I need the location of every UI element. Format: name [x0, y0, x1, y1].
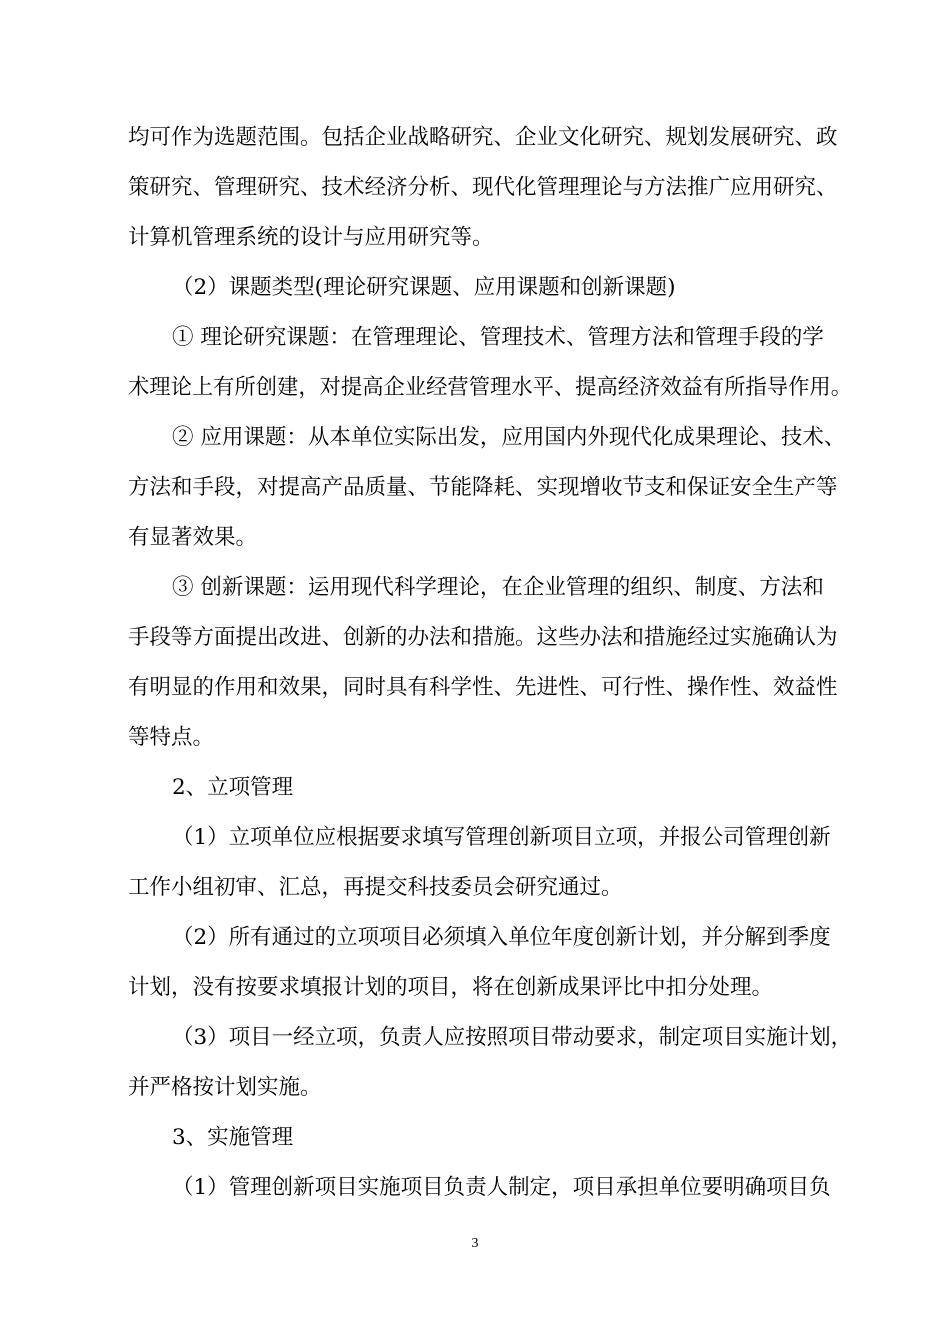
text-line: 有明显的作用和效果，同时具有科学性、先进性、可行性、操作性、效益性	[128, 675, 838, 700]
text-line: 方法和手段，对提高产品质量、节能降耗、实现增收节支和保证安全生产等	[128, 475, 838, 500]
text-line: 并严格按计划实施。	[128, 1075, 322, 1100]
text-line: ① 理论研究课题：在管理理论、管理技术、管理方法和管理手段的学	[172, 325, 824, 350]
text-line: ③ 创新课题：运用现代科学理论，在企业管理的组织、制度、方法和	[172, 575, 824, 600]
subsection-heading: （2）课题类型(理论研究课题、应用课题和创新课题)	[172, 275, 676, 300]
page-number: 3	[471, 1236, 479, 1251]
text-line: （1）管理创新项目实施项目负责人制定，项目承担单位要明确项目负	[172, 1175, 831, 1200]
text-line: （1）立项单位应根据要求填写管理创新项目立项，并报公司管理创新	[172, 825, 831, 850]
section-heading: 2、立项管理	[172, 775, 294, 800]
text-line: 术理论上有所创建，对提高企业经营管理水平、提高经济效益有所指导作用。	[128, 375, 852, 400]
text-line: ② 应用课题：从本单位实际出发，应用国内外现代化成果理论、技术、	[172, 425, 846, 450]
section-heading: 3、实施管理	[172, 1125, 294, 1150]
text-line: 工作小组初审、汇总，再提交科技委员会研究通过。	[128, 875, 623, 900]
text-line: 等特点。	[128, 725, 215, 750]
text-line: 手段等方面提出改进、创新的办法和措施。这些办法和措施经过实施确认为	[128, 625, 838, 650]
text-line: （3）项目一经立项，负责人应按照项目带动要求，制定项目实施计划，	[172, 1025, 853, 1050]
text-line: 策研究、管理研究、技术经济分析、现代化管理理论与方法推广应用研究、	[128, 175, 838, 200]
text-line: 均可作为选题范围。包括企业战略研究、企业文化研究、规划发展研究、政	[128, 125, 838, 150]
text-line: 有显著效果。	[128, 525, 258, 550]
text-line: 计划，没有按要求填报计划的项目，将在创新成果评比中扣分处理。	[128, 975, 774, 1000]
text-line: 计算机管理系统的设计与应用研究等。	[128, 225, 494, 250]
text-line: （2）所有通过的立项项目必须填入单位年度创新计划，并分解到季度	[172, 925, 831, 950]
